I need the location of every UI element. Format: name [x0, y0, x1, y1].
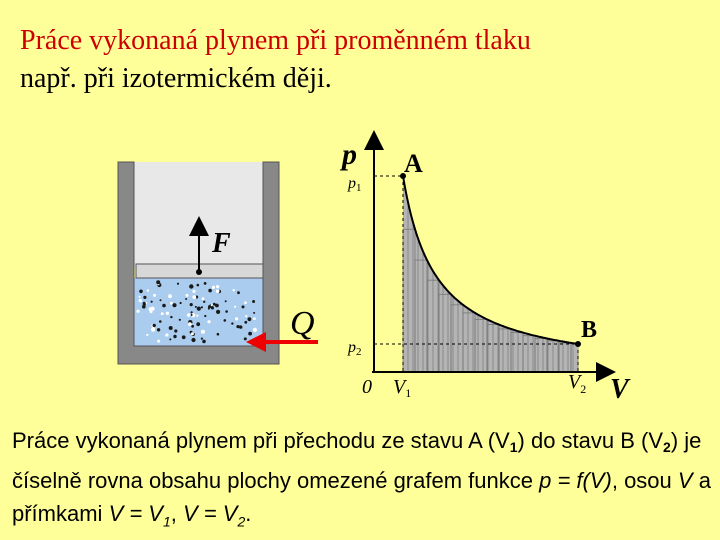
gas-molecule [157, 328, 160, 331]
gas-molecule [244, 321, 247, 324]
text-line2-sub: 2 [237, 513, 246, 530]
text-part2: ) do stavu B (V [517, 428, 664, 453]
gas-molecule [216, 289, 220, 293]
volume-axis-label: V [610, 374, 629, 405]
title-line2: např. při izotermickém ději. [20, 62, 332, 94]
v1-label [393, 376, 411, 400]
gas-molecule [191, 314, 193, 316]
gas-molecule [208, 289, 212, 293]
gas-molecule [153, 294, 156, 297]
gas-molecule [201, 306, 203, 308]
gas-molecule [151, 328, 155, 332]
gas-molecule [153, 324, 156, 327]
text-line1: V = V [108, 500, 163, 526]
gas-molecule [204, 315, 206, 317]
text-part1: Práce vykonaná plynem při přechodu ze stavu A (V [12, 428, 510, 453]
gas-molecule [172, 303, 176, 307]
gas-molecule [211, 306, 214, 309]
gas-molecule [162, 304, 166, 308]
gas-molecule [245, 315, 247, 317]
gas-molecule [195, 306, 197, 308]
gas-molecule [248, 317, 252, 321]
gas-molecule [185, 298, 187, 300]
gas-molecule [225, 300, 227, 302]
gas-molecule [177, 283, 179, 285]
text-part4: , osou [611, 467, 678, 493]
gas-molecule [208, 307, 210, 309]
gas-molecule [161, 312, 164, 315]
gas-molecule [197, 284, 200, 287]
gas-molecule [170, 316, 172, 318]
v1-label-v: V [393, 376, 406, 398]
gas-molecule [244, 337, 247, 340]
gas-molecule [180, 302, 182, 304]
gas-molecule [212, 287, 214, 289]
gas-molecule [169, 326, 173, 330]
gas-molecule [253, 328, 257, 332]
gas-molecule [169, 338, 171, 340]
pressure-axis-label: p [342, 138, 357, 171]
gas-molecule [191, 338, 195, 342]
gas-molecule [168, 294, 172, 298]
gas-molecule [191, 325, 194, 328]
v2-label [568, 371, 586, 396]
heat-label: Q [290, 305, 315, 342]
gas-molecule [139, 290, 143, 294]
gas-molecule [196, 322, 200, 326]
gas-molecule [143, 296, 146, 299]
force-anchor-dot [196, 269, 202, 275]
gas-molecule [179, 319, 181, 321]
gas-molecule [149, 307, 153, 311]
p2-label [347, 339, 362, 358]
gas-molecule [201, 338, 203, 340]
explanation-text [12, 424, 716, 538]
text-comma: , [170, 500, 184, 526]
gas-molecule [187, 313, 191, 317]
gas-molecule [248, 332, 252, 336]
gas-molecule [224, 319, 227, 322]
gas-molecule [239, 325, 242, 328]
gas-molecule [139, 299, 142, 302]
gas-molecule [213, 303, 216, 306]
gas-molecule [191, 311, 193, 313]
gas-molecule [202, 340, 206, 344]
gas-molecule [170, 302, 173, 305]
gas-molecule [192, 290, 195, 293]
gas-molecule [182, 335, 186, 339]
gas-molecule [136, 310, 139, 313]
text-line1-sub: 1 [162, 513, 171, 530]
gas-molecule [166, 312, 169, 315]
gas-molecule [143, 302, 146, 305]
gas-molecule [146, 334, 148, 336]
gas-molecule [242, 305, 245, 308]
origin-label: 0 [362, 376, 372, 398]
text-sub-v1: 1 [509, 438, 518, 455]
text-axis-v: V [677, 467, 693, 493]
gas-molecule [207, 320, 210, 323]
gas-molecule [160, 299, 162, 301]
gas-molecule [225, 310, 228, 313]
gas-molecule [216, 310, 220, 314]
gas-molecule [147, 289, 149, 291]
v2-label-sub: 2 [580, 382, 587, 396]
gas-molecule [189, 284, 193, 288]
force-label: F [212, 228, 231, 259]
gas-molecule [173, 335, 176, 338]
text-sub-v2: 2 [663, 438, 671, 455]
gas-molecule [253, 312, 255, 314]
p1-label [347, 175, 362, 194]
gas-molecule [216, 285, 219, 288]
gas-molecule [157, 340, 160, 343]
gas-molecule [196, 315, 198, 317]
gas-molecule [197, 307, 201, 311]
gas-molecule [234, 306, 236, 308]
gas-molecule [203, 301, 205, 303]
gas-molecule [217, 333, 220, 336]
gas-molecule [174, 329, 177, 332]
text-line2: V = V [183, 500, 238, 526]
v2-label-v: V [568, 371, 581, 393]
gas-molecule [201, 330, 205, 334]
p2-label-sub: 2 [356, 346, 362, 358]
gas-molecule [191, 332, 194, 335]
gas-molecule [253, 317, 256, 320]
gas-molecule [235, 317, 238, 320]
gas-molecule [252, 300, 255, 303]
gas-molecule [165, 333, 168, 336]
p1-label-sub: 1 [356, 182, 362, 194]
gas-molecule [233, 289, 235, 291]
point-a-label: A [404, 149, 423, 178]
work-area [403, 176, 578, 372]
gas-molecule [192, 295, 196, 299]
gas-molecule [237, 291, 240, 294]
p1-label-p: p [348, 175, 356, 192]
gas-molecule [139, 296, 141, 298]
gas-molecule [190, 303, 193, 306]
gas-molecule [151, 301, 153, 303]
gas-molecule [204, 282, 207, 285]
p2-label-p: p [348, 339, 356, 356]
text-function: p = f(V) [539, 467, 612, 493]
title-line1: Práce vykonaná plynem při proměnném tlaku [20, 25, 531, 56]
gas-molecule [211, 304, 213, 306]
gas-molecule [244, 301, 247, 304]
gas-molecule [202, 297, 205, 300]
gas-molecule [231, 322, 233, 324]
gas-molecule [188, 322, 192, 326]
text-end: . [245, 500, 252, 526]
gas-region [134, 278, 263, 346]
work-area-fill [403, 176, 578, 372]
gas-molecule [156, 280, 160, 284]
text-part3: ) je číselně rovna obsahu plochy omezené grafem funkce [12, 428, 702, 493]
text-part5: a přímkami [12, 467, 711, 526]
v1-label-sub: 1 [405, 386, 412, 400]
gas-molecule [186, 294, 189, 297]
point-b-label: B [581, 317, 598, 343]
gas-molecule [159, 320, 162, 323]
